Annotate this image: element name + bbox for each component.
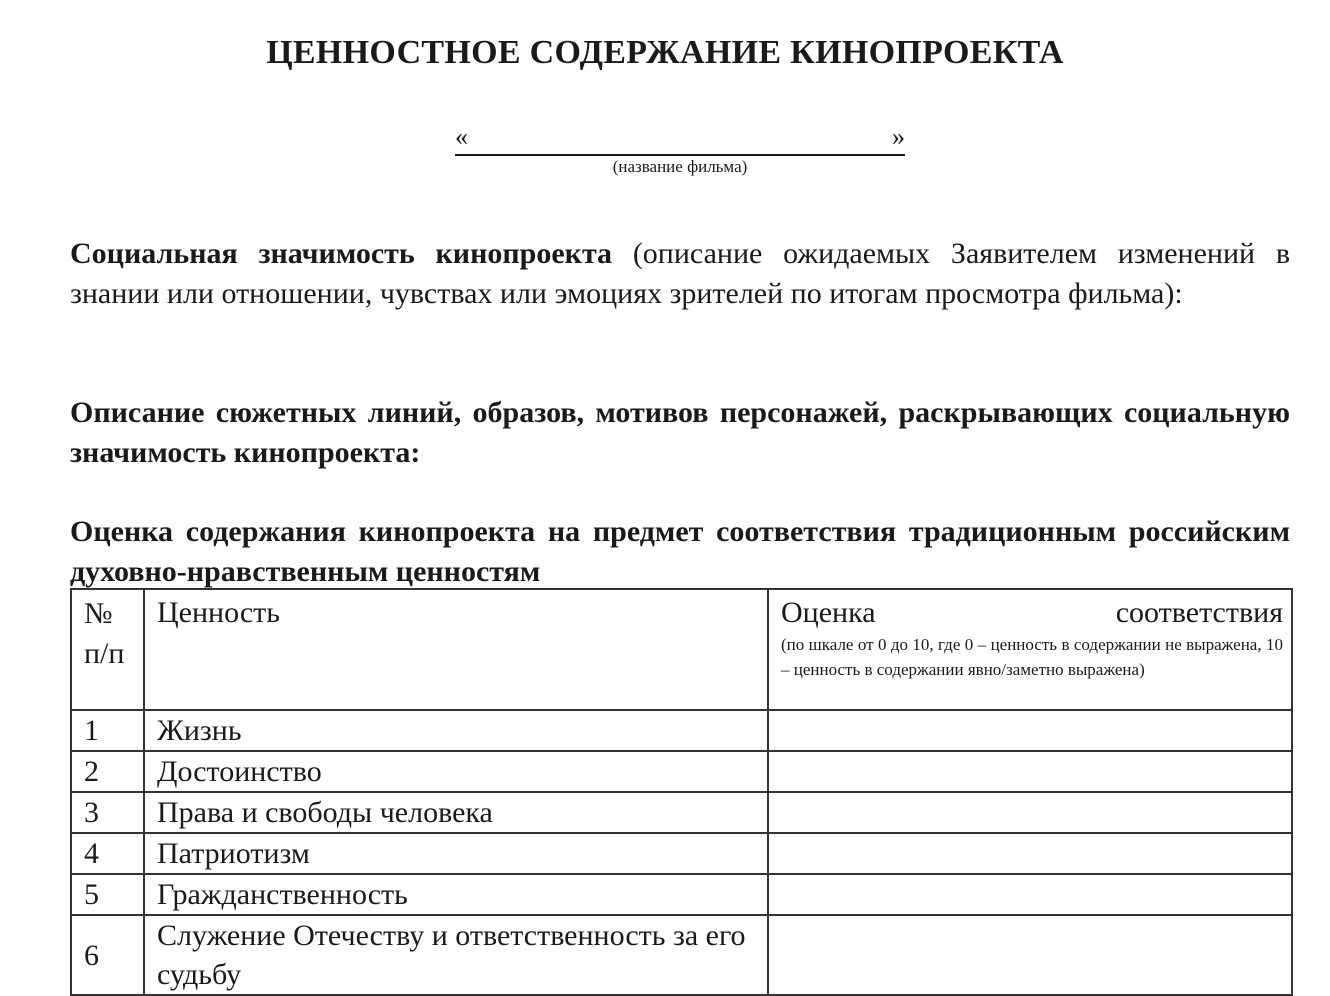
row-number: 4	[71, 833, 144, 874]
row-score-cell[interactable]	[768, 915, 1292, 995]
film-title-field[interactable]	[455, 120, 905, 156]
row-number: 3	[71, 792, 144, 833]
row-number: 6	[71, 915, 144, 995]
row-number: 2	[71, 751, 144, 792]
header-score	[768, 589, 1292, 710]
values-table	[70, 588, 1293, 996]
header-score-note: (по шкале от 0 до 10, где 0 – ценность в содержании не выражена, 10 – ценность в содержании явно/заметно выражена)	[781, 635, 1283, 679]
row-score-cell[interactable]	[768, 710, 1292, 751]
table-row	[71, 710, 1292, 751]
row-score-cell[interactable]	[768, 833, 1292, 874]
row-value: Достоинство	[144, 751, 768, 792]
row-value: Жизнь	[144, 710, 768, 751]
table-row	[71, 751, 1292, 792]
social-significance-heading: Социальная значимость кинопроекта	[70, 237, 613, 270]
quote-close: »	[892, 122, 905, 151]
row-value: Служение Отечеству и ответственность за его судьбу	[144, 915, 768, 995]
document-title: ЦЕННОСТНОЕ СОДЕРЖАНИЕ КИНОПРОЕКТА	[266, 34, 1064, 71]
row-value: Гражданственность	[144, 874, 768, 915]
row-score-cell[interactable]	[768, 874, 1292, 915]
social-significance-paragraph	[70, 234, 1290, 314]
header-value: Ценность	[144, 589, 768, 710]
quote-open: «	[455, 122, 468, 151]
table-row	[71, 833, 1292, 874]
plot-description-heading: Описание сюжетных линий, образов, мотивов персонажей, раскрывающих социальную значимость кинопроекта:	[70, 396, 1290, 469]
header-score-word2: соответствия	[1115, 596, 1283, 629]
table-row	[71, 874, 1292, 915]
row-score-cell[interactable]	[768, 792, 1292, 833]
row-number: 5	[71, 874, 144, 915]
table-header-row	[71, 589, 1292, 710]
film-title-caption: (название фильма)	[612, 157, 748, 176]
row-score-cell[interactable]	[768, 751, 1292, 792]
row-value: Патриотизм	[144, 833, 768, 874]
evaluation-heading: Оценка содержания кинопроекта на предмет соответствия традиционным российским духовно-нравственным ценностям	[70, 515, 1290, 588]
header-score-word1: Оценка	[781, 596, 876, 629]
header-number: № п/п	[71, 589, 144, 710]
row-number: 1	[71, 710, 144, 751]
social-significance-text: (описание ожидаемых Заявителем изменений в знании или отношении, чувствах или эмоциях зрителей по итогам просмотра фильма):	[70, 237, 1290, 310]
row-value: Права и свободы человека	[144, 792, 768, 833]
table-row	[71, 792, 1292, 833]
table-row	[71, 915, 1292, 995]
